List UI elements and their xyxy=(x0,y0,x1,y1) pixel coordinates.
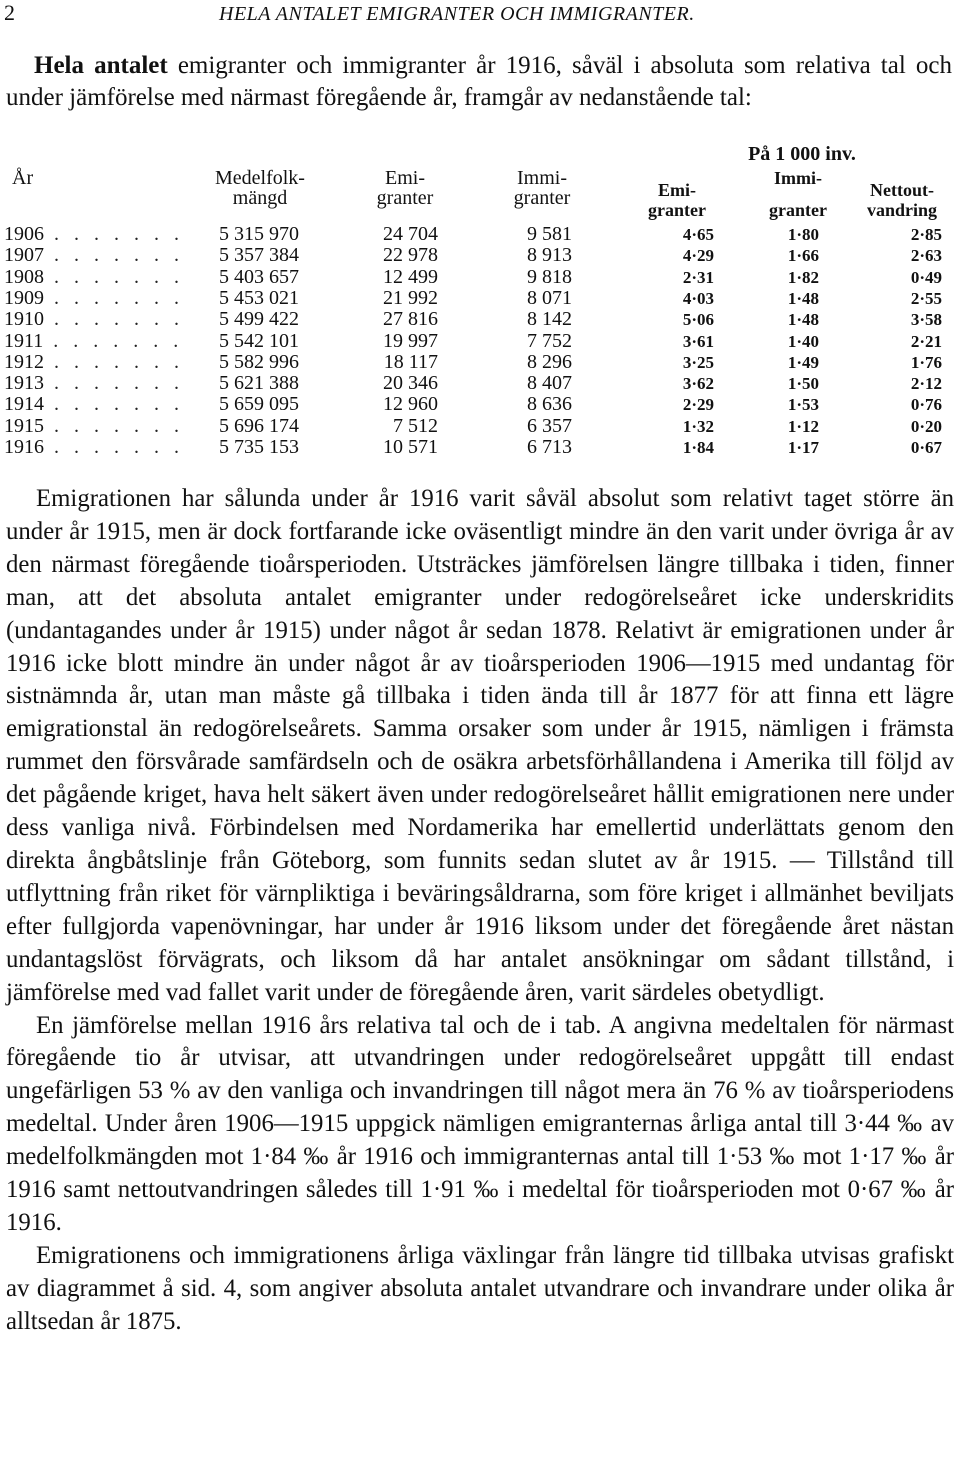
header-rate-emi-1: Emi- xyxy=(658,180,696,200)
year-value: 1907 xyxy=(4,244,44,267)
immigrants-cell: 8 071 xyxy=(527,286,572,309)
leader-dots: . . . . . . . xyxy=(44,308,184,331)
net-emigration-cell: 3·58 xyxy=(910,310,942,330)
year-value: 1912 xyxy=(4,350,44,373)
immigration-rate-cell: 1·48 xyxy=(787,288,819,308)
body-paragraph: En jämförelse mellan 1916 års relativa tal och de i tab. A angivna medeltalen för närmast föregående tio år utvisar, att utvandringen under redogörelseåret uppgått till endast ungefärligen 53 % av den vanliga och invandringen till något mera än 76 % av tioårsperiodens medeltal. Under åren 1906—1915 uppgick nämligen emigranternas årliga antal till 3·44 ‰ av medelfolkmängden mot 1·84 ‰ år 1916 och immigranternas antal till 1·53 ‰ mot 1·17 ‰ år 1916 samt nettoutvandringen således till 1·91 ‰ i medeltal för tioårsperioden mot 0·67 ‰ år 1916. xyxy=(6,1011,954,1236)
immigration-rate-cell: 1·82 xyxy=(787,267,819,287)
page-header xyxy=(4,0,956,26)
population-cell: 5 453 021 xyxy=(219,286,299,309)
emigrants-cell: 22 978 xyxy=(383,244,438,267)
emigration-rate-cell: 4·65 xyxy=(682,225,714,244)
leader-dots: . . . . . . . xyxy=(44,393,184,416)
emigration-rate-cell: 3·61 xyxy=(682,331,714,351)
immigration-rate-cell: 1·66 xyxy=(787,246,819,266)
emigration-rate-cell: 1·32 xyxy=(682,416,714,436)
emigration-rate-cell: 3·25 xyxy=(682,352,714,372)
emigration-rate-cell: 2·31 xyxy=(682,267,714,287)
population-cell: 5 315 970 xyxy=(219,223,299,245)
emigrants-cell: 7 512 xyxy=(393,414,438,437)
immigrants-cell: 8 913 xyxy=(527,244,572,267)
leader-dots: . . . . . . . xyxy=(44,223,184,245)
net-emigration-cell: 0·20 xyxy=(910,416,942,436)
net-emigration-cell: 2·21 xyxy=(910,331,942,351)
header-year: År xyxy=(12,167,34,189)
population-cell: 5 357 384 xyxy=(219,244,299,267)
net-emigration-cell: 2·63 xyxy=(910,246,942,266)
immigration-rate-cell: 1·50 xyxy=(787,374,819,394)
year-value: 1906 xyxy=(4,223,44,245)
population-cell: 5 542 101 xyxy=(219,329,299,352)
year-cell xyxy=(4,265,184,288)
immigration-rate-cell: 1·48 xyxy=(787,310,819,330)
emigrants-cell: 21 992 xyxy=(383,286,438,309)
table-row xyxy=(4,309,954,330)
year-cell xyxy=(4,329,184,352)
table-row xyxy=(4,331,954,352)
body-paragraph: Emigrationens och immigrationens årliga växlingar från längre tid tillbaka utvisas grafiskt av diagrammet å sid. 4, som angiver absoluta antalet utvandrare och invandrare under olika år alltsedan år 1875. xyxy=(6,1241,954,1335)
table-row xyxy=(4,437,954,458)
immigrants-cell: 6 357 xyxy=(527,414,572,437)
net-emigration-cell: 2·85 xyxy=(910,225,942,244)
emigrants-cell: 12 499 xyxy=(383,265,438,288)
emigration-rate-cell: 1·84 xyxy=(682,438,714,457)
year-cell xyxy=(4,308,184,331)
year-value: 1913 xyxy=(4,372,44,395)
body-text xyxy=(6,483,954,1339)
emigrants-cell: 24 704 xyxy=(383,223,438,245)
population-cell: 5 735 153 xyxy=(219,436,299,458)
year-cell xyxy=(4,393,184,416)
table-row xyxy=(4,416,954,437)
table-row xyxy=(4,394,954,415)
emigration-rate-cell: 4·29 xyxy=(682,246,714,266)
year-cell xyxy=(4,372,184,395)
running-title: HELA ANTALET EMIGRANTER OCH IMMIGRANTER. xyxy=(219,3,695,25)
emigration-rate-cell: 5·06 xyxy=(682,310,714,330)
immigrants-cell: 8 636 xyxy=(527,393,572,416)
net-emigration-cell: 0·67 xyxy=(910,438,942,457)
header-per-1000: På 1 000 inv. xyxy=(748,143,856,165)
population-cell: 5 621 388 xyxy=(219,372,299,395)
immigration-rate-cell: 1·17 xyxy=(787,438,819,457)
table-row xyxy=(4,267,954,288)
leader-dots: . . . . . . . xyxy=(43,329,184,352)
header-rate-emi-2: granter xyxy=(648,200,706,220)
emigrants-cell: 18 117 xyxy=(383,350,438,373)
immigration-rate-cell: 1·49 xyxy=(787,352,819,372)
table-row xyxy=(4,245,954,266)
immigration-rate-cell: 1·40 xyxy=(787,331,819,351)
year-value: 1911 xyxy=(4,329,44,352)
header-net-2: vandring xyxy=(866,200,938,220)
year-cell xyxy=(4,414,184,437)
leader-dots: . . . . . . . xyxy=(44,372,184,395)
year-cell xyxy=(4,286,184,309)
header-net-1: Nettout- xyxy=(870,180,934,200)
header-immigrants-1: Immi- xyxy=(517,167,567,189)
leader-dots: . . . . . . . xyxy=(44,414,184,437)
immigration-rate-cell: 1·53 xyxy=(787,395,819,415)
emigrants-cell: 10 571 xyxy=(383,436,438,458)
population-cell: 5 403 657 xyxy=(219,265,299,288)
net-emigration-cell: 0·49 xyxy=(910,267,942,287)
header-rate-imm-2: granter xyxy=(769,200,827,220)
table-row xyxy=(4,288,954,309)
leader-dots: . . . . . . . xyxy=(44,436,184,458)
year-cell xyxy=(4,244,184,267)
population-cell: 5 659 095 xyxy=(219,393,299,416)
immigration-rate-cell: 1·80 xyxy=(787,225,819,244)
header-immigrants-2: granter xyxy=(513,187,571,209)
leader-dots: . . . . . . . xyxy=(44,244,184,267)
year-value: 1914 xyxy=(4,393,44,416)
year-cell xyxy=(4,436,184,458)
header-emigrants-1: Emi- xyxy=(385,167,425,189)
immigrants-cell: 6 713 xyxy=(527,436,572,458)
header-emigrants-2: granter xyxy=(376,187,434,209)
net-emigration-cell: 2·55 xyxy=(910,288,942,308)
header-population-2: mängd xyxy=(232,187,288,209)
immigrants-cell: 9 581 xyxy=(527,223,572,245)
page-number: 2 xyxy=(4,0,15,25)
emigration-rate-cell: 4·03 xyxy=(682,288,714,308)
table-row xyxy=(4,352,954,373)
emigrants-cell: 12 960 xyxy=(383,393,438,416)
header-rate-imm-1: Immi- xyxy=(774,168,822,188)
emigrants-cell: 27 816 xyxy=(383,308,438,331)
year-value: 1910 xyxy=(4,308,44,331)
emigrants-cell: 19 997 xyxy=(383,329,438,352)
net-emigration-cell: 1·76 xyxy=(910,352,942,372)
statistics-table xyxy=(4,140,954,460)
net-emigration-cell: 2·12 xyxy=(910,374,942,394)
leader-dots: . . . . . . . xyxy=(44,265,184,288)
year-cell xyxy=(4,350,184,373)
immigrants-cell: 8 296 xyxy=(527,350,572,373)
population-cell: 5 582 996 xyxy=(219,350,299,373)
immigrants-cell: 9 818 xyxy=(527,265,572,288)
immigration-rate-cell: 1·12 xyxy=(787,416,819,436)
leader-dots: . . . . . . . xyxy=(44,350,184,373)
header-population-1: Medelfolk- xyxy=(215,167,305,189)
emigrants-cell: 20 346 xyxy=(383,372,438,395)
leader-dots: . . . . . . . xyxy=(44,286,184,309)
year-value: 1908 xyxy=(4,265,44,288)
immigrants-cell: 8 407 xyxy=(527,372,572,395)
immigrants-cell: 7 752 xyxy=(527,329,572,352)
year-cell xyxy=(4,223,184,245)
emigration-rate-cell: 3·62 xyxy=(682,374,714,394)
table-row xyxy=(4,373,954,394)
table-row xyxy=(4,224,954,245)
population-cell: 5 696 174 xyxy=(219,414,299,437)
population-cell: 5 499 422 xyxy=(219,308,299,331)
intro-paragraph xyxy=(6,50,952,113)
immigrants-cell: 8 142 xyxy=(527,308,572,331)
intro-text: emigranter och immigranter år 1916, såväl i absoluta som relativa tal och under jämförelse med närmast föregående år, framgår av nedanstående tal: xyxy=(6,52,952,111)
year-value: 1915 xyxy=(4,414,44,437)
net-emigration-cell: 0·76 xyxy=(910,395,942,415)
year-value: 1909 xyxy=(4,286,44,309)
year-value: 1916 xyxy=(4,436,44,458)
body-paragraph: Emigrationen har sålunda under år 1916 varit såväl absolut som relativt taget större än under år 1915, men är dock fortfarande icke oväsentligt mindre än den varit under övriga år av den närmast föregående tioårsperioden. Utsträckes jämförelsen längre tillbaka i tiden, finner man, att det absoluta antalet emigranter under redogörelseåret icke underskridits (undantagandes under år 1915) under något år sedan 1878. Relativt är emigrationen under år 1916 icke blott mindre än under något år av tioårsperioden 1906—1915 med undantag för sistnämnda år, utan man måste gå tillbaka i tiden ända till år 1877 för att finna ett lägre emigrationstal än redogörelseårets. Samma orsaker som under år 1915, nämligen i främsta rummet den försvårade samfärdseln och de osäkra arbetsförhållandena i Amerika till följd av det pågående kriget, hava helt säkert även under redogörelseåret hållit emigrationen nere under dess vanliga nivå. Förbindelsen med Nordamerika har emellertid underlättats genom den direkta ångbåtslinje från Göteborg, som funnits sedan slutet av år 1915. — Tillstånd till utflyttning från riket för värnpliktiga i beväringsåldrarna, som före kriget i allmänhet beviljats efter fullgjorda vapenövningar, har under år 1916 liksom under det föregående året nästan undantagslöst förvägrats, och liksom då har antalet ansökningar om sådant tillstånd, i jämförelse med vad fallet varit under de föregående åren, varit särdeles obetydligt. xyxy=(6,485,954,1006)
emigration-rate-cell: 2·29 xyxy=(682,395,714,415)
intro-lead: Hela antalet xyxy=(34,52,168,79)
